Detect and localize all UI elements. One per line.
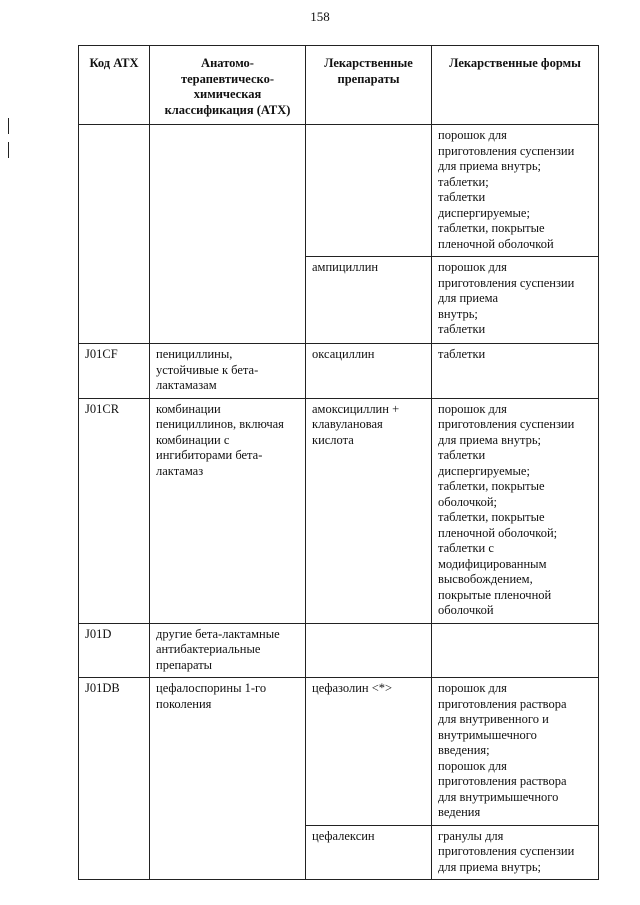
forms-cell: таблетки [432, 344, 599, 399]
atx-code-cell: J01D [79, 623, 150, 678]
header-code: Код АТХ [79, 46, 150, 125]
classification-cell: другие бета-лактамные антибактериальные препараты [150, 623, 306, 678]
header-row [79, 46, 599, 125]
forms-cell: порошок для приготовления раствора для внутривенного и внутримышечного введения; порошок для приготовления раствора для внутримышечного ведения [432, 678, 599, 826]
forms-cell [432, 623, 599, 678]
margin-mark [8, 118, 9, 134]
table-row [79, 623, 599, 678]
drug-cell [306, 125, 432, 257]
table-row [79, 398, 599, 623]
drug-cell: оксациллин [306, 344, 432, 399]
drug-cell: ампициллин [306, 257, 432, 344]
header-drugs: Лекарственные препараты [306, 46, 432, 125]
drug-cell: амоксициллин + клавулановая кислота [306, 398, 432, 623]
drug-cell: цефалексин [306, 825, 432, 880]
atx-code-cell: J01CR [79, 398, 150, 623]
table-row [79, 678, 599, 826]
header-classification: Анатомо-терапевтическо-химическая классификация (АТХ) [150, 46, 306, 125]
atx-table [78, 45, 599, 880]
classification-cell: комбинации пенициллинов, включая комбинации с ингибиторами бета- лактамаз [150, 398, 306, 623]
drug-cell [306, 623, 432, 678]
forms-cell: гранулы для приготовления суспензии для приема внутрь; [432, 825, 599, 880]
header-forms: Лекарственные формы [432, 46, 599, 125]
classification-cell: пенициллины, устойчивые к бета- лактамазам [150, 344, 306, 399]
atx-code-cell: J01CF [79, 344, 150, 399]
forms-cell: порошок для приготовления суспензии для приема внутрь; таблетки [432, 257, 599, 344]
drug-cell: цефазолин <*> [306, 678, 432, 826]
atx-code-cell: J01DB [79, 678, 150, 880]
forms-cell: порошок для приготовления суспензии для приема внутрь; таблетки; таблетки диспергируемые; таблетки, покрытые пленочной оболочкой [432, 125, 599, 257]
classification-cell: цефалоспорины 1-го поколения [150, 678, 306, 880]
page-number: 158 [310, 9, 330, 24]
margin-mark [8, 142, 9, 158]
atx-code-cell [79, 125, 150, 344]
table-row [79, 344, 599, 399]
classification-cell [150, 125, 306, 344]
table-row [79, 125, 599, 257]
forms-cell: порошок для приготовления суспензии для приема внутрь; таблетки диспергируемые; таблетки, покрытые оболочкой; таблетки, покрытые пленочной оболочкой; таблетки с модифицированным высвобождением, покрытые пленочной оболочкой [432, 398, 599, 623]
